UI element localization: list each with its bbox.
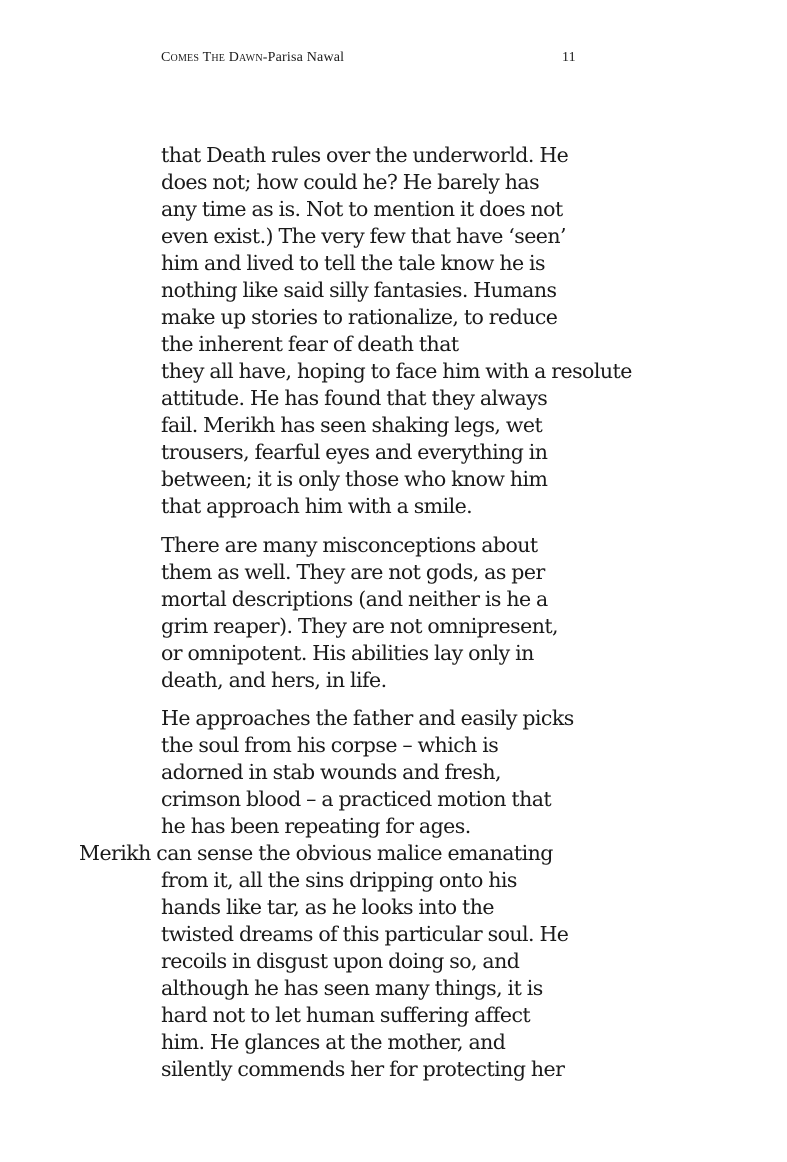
text-line: recoils in disgust upon doing so, and — [161, 949, 520, 973]
text-line: fail. Merikh has seen shaking legs, wet — [161, 413, 543, 437]
text-line: attitude. He has found that they always — [161, 386, 548, 410]
text-line: death, and hers, in life. — [161, 668, 387, 692]
text-line: him. He glances at the mother, and — [161, 1030, 506, 1054]
text-line: although he has seen many things, it is — [161, 976, 543, 1000]
text-line: they all have, hoping to face him with a resolute — [161, 359, 632, 383]
running-header — [161, 50, 576, 68]
paragraph-1 — [161, 142, 632, 520]
book-title-small-caps: Comes The Dawn — [161, 50, 263, 65]
text-line: that Death rules over the underworld. He — [161, 143, 569, 167]
text-line: him and lived to tell the tale know he is — [161, 251, 546, 275]
text-line: hands like tar, as he looks into the — [161, 895, 494, 919]
text-line: the inherent fear of death that — [161, 332, 459, 356]
text-line: does not; how could he? He barely has — [161, 170, 540, 194]
book-author: -Parisa Nawal — [262, 50, 345, 65]
text-line: adorned in stab wounds and fresh, — [161, 760, 501, 784]
text-line: There are many misconceptions about — [161, 533, 538, 557]
text-line: or omnipotent. His abilities lay only in — [161, 641, 534, 665]
book-title — [161, 50, 344, 66]
text-line: any time as is. Not to mention it does not — [161, 197, 563, 221]
text-line: silently commends her for protecting her — [161, 1057, 565, 1081]
text-line: the soul from his corpse – which is — [161, 733, 499, 757]
text-line: grim reaper). They are not omnipresent, — [161, 614, 559, 638]
text-line: twisted dreams of this particular soul. He — [161, 922, 569, 946]
text-line: nothing like said silly fantasies. Humans — [161, 278, 557, 302]
text-line: he has been repeating for ages. — [161, 814, 471, 838]
text-line: between; it is only those who know him — [161, 467, 548, 491]
text-line-outdented: Merikh can sense the obvious malice emanating — [79, 841, 553, 865]
text-line: that approach him with a smile. — [161, 494, 473, 518]
paragraph-2 — [161, 532, 558, 694]
paragraph-3 — [79, 705, 574, 1083]
text-line: make up stories to rationalize, to reduce — [161, 305, 558, 329]
text-line: from it, all the sins dripping onto his — [161, 868, 517, 892]
text-line: crimson blood – a practiced motion that — [161, 787, 552, 811]
text-line: them as well. They are not gods, as per — [161, 560, 545, 584]
page-number: 11 — [562, 50, 576, 65]
text-line: even exist.) The very few that have ‘seen’ — [161, 224, 567, 248]
text-line: trousers, fearful eyes and everything in — [161, 440, 548, 464]
text-line: hard not to let human suffering affect — [161, 1003, 531, 1027]
text-line: mortal descriptions (and neither is he a — [161, 587, 548, 611]
text-line: He approaches the father and easily picks — [161, 706, 574, 730]
